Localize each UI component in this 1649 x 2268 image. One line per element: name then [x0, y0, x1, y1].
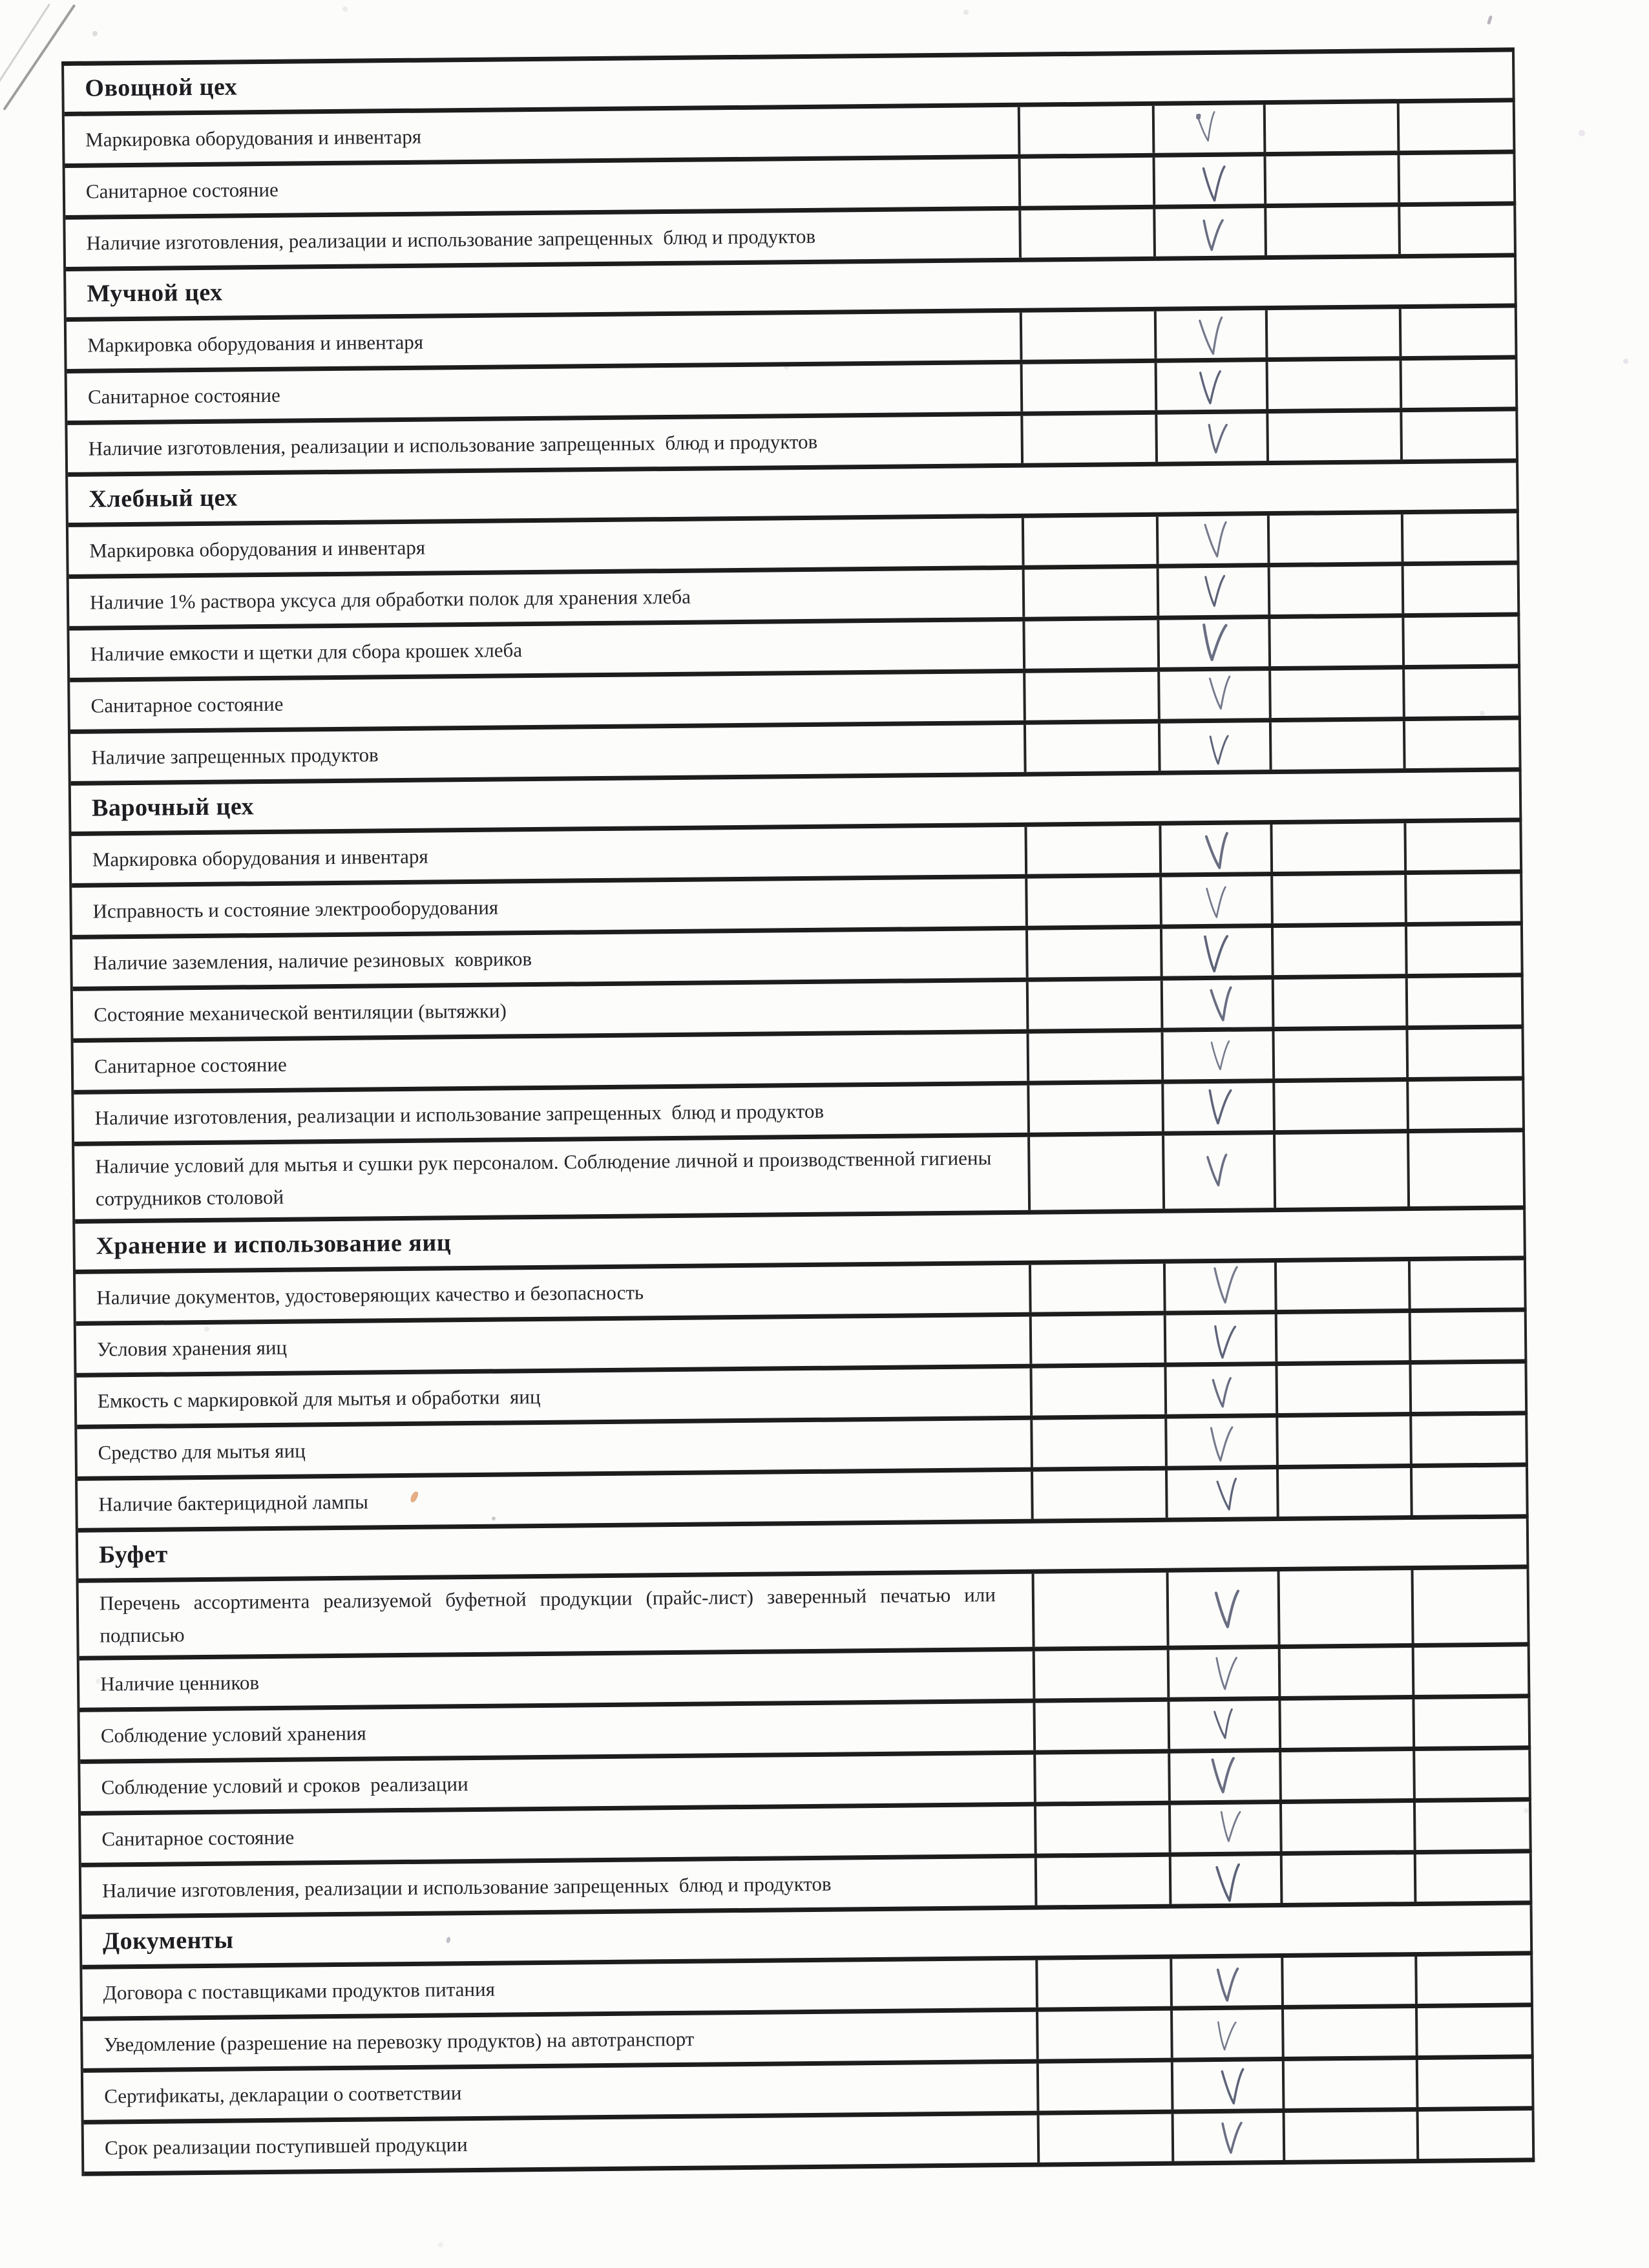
- item-label-cell: [74, 1034, 1027, 1090]
- section-title: Хранение и использование яиц: [96, 1229, 452, 1260]
- item-label-cell: [80, 1703, 1034, 1759]
- check-cell: [1157, 671, 1269, 719]
- empty-cell: [1270, 823, 1404, 872]
- empty-cell: [1033, 1650, 1168, 1699]
- empty-cell: [1026, 981, 1161, 1029]
- item-label-cell: [76, 1265, 1029, 1321]
- check-cell: [1169, 1856, 1281, 1904]
- empty-cell: [1263, 155, 1398, 204]
- empty-cell: [1410, 1467, 1529, 1515]
- checkmark-icon: [1199, 517, 1230, 562]
- item-label-cell: [78, 1472, 1031, 1528]
- item-label-cell: [68, 518, 1022, 574]
- check-cell: [1159, 876, 1271, 925]
- checkmark-icon: [1205, 982, 1235, 1025]
- check-cell: [1164, 1314, 1276, 1363]
- empty-cell: [1265, 309, 1400, 357]
- check-cell: [1171, 2061, 1283, 2110]
- item-label: Сертификаты, декларации о соответствии: [104, 2081, 462, 2108]
- empty-cell: [1416, 2110, 1535, 2159]
- item-label: Наличие емкости и щетки для сбора крошек хлеба: [90, 638, 523, 666]
- empty-cell: [1266, 361, 1400, 409]
- check-cell: [1161, 1083, 1273, 1131]
- item-label: Наличие изготовления, реализации и использование запрещенных блюд и продуктов: [88, 430, 818, 460]
- check-cell: [1153, 156, 1265, 205]
- empty-cell: [1271, 927, 1405, 975]
- empty-cell: [1022, 517, 1157, 565]
- item-label: Маркировка оборудования и инвентаря: [92, 845, 428, 871]
- item-label-cell: [74, 1086, 1027, 1142]
- checkmark-icon: [1197, 161, 1226, 205]
- item-label-cell: [70, 673, 1024, 730]
- empty-cell: [1406, 1080, 1525, 1129]
- item-label: Соблюдение условий хранения: [100, 1721, 366, 1747]
- item-label-cell: [82, 1960, 1036, 2017]
- empty-cell: [1032, 1573, 1167, 1647]
- empty-cell: [1035, 1959, 1170, 2008]
- item-label: Маркировка оборудования и инвентаря: [89, 536, 426, 562]
- empty-cell: [1405, 977, 1524, 1025]
- empty-cell: [1277, 1570, 1412, 1644]
- item-label: Исправность и состояние электрооборудования: [92, 896, 499, 923]
- item-label-cell: [83, 2012, 1036, 2068]
- empty-cell: [1263, 103, 1398, 152]
- checkmark-icon: [1205, 731, 1229, 768]
- empty-cell: [1407, 1132, 1526, 1206]
- item-label: Соблюдение условий и сроков реализации: [101, 1772, 468, 1799]
- item-label-cell: [72, 827, 1025, 883]
- checkmark-icon: [1202, 1084, 1232, 1128]
- checkmark-icon: [1204, 1421, 1234, 1465]
- item-label: Санитарное состояние: [90, 692, 284, 717]
- empty-cell: [1270, 875, 1405, 923]
- empty-cell: [1402, 565, 1520, 613]
- check-cell: [1160, 928, 1272, 976]
- empty-cell: [1403, 822, 1522, 870]
- item-label-cell: [79, 1652, 1033, 1708]
- empty-cell: [1402, 668, 1521, 717]
- empty-cell: [1413, 1801, 1532, 1850]
- empty-cell: [1413, 1750, 1531, 1798]
- item-label: Санитарное состояние: [101, 1825, 295, 1851]
- item-label: Наличие заземления, наличие резиновых ковриков: [93, 947, 532, 974]
- checkmark-icon: [1207, 1036, 1231, 1073]
- empty-cell: [1281, 1957, 1415, 2005]
- empty-cell: [1405, 1029, 1524, 1077]
- empty-cell: [1414, 1955, 1533, 2004]
- checkmark-icon: [1207, 1319, 1237, 1362]
- orange-ink-speck: [410, 1490, 419, 1503]
- check-cell: [1164, 1366, 1276, 1414]
- item-label: Маркировка оборудования и инвентаря: [87, 330, 424, 357]
- checkmark-icon: [1210, 1705, 1235, 1742]
- check-cell: [1170, 1958, 1281, 2006]
- item-label: Санитарное состояние: [85, 178, 278, 203]
- empty-cell: [1034, 1805, 1169, 1854]
- empty-cell: [1415, 2007, 1534, 2055]
- empty-cell: [1272, 1082, 1407, 1130]
- check-cell: [1170, 2010, 1282, 2058]
- empty-cell: [1276, 1416, 1410, 1465]
- empty-cell: [1266, 412, 1400, 461]
- table-row: [74, 1132, 1526, 1224]
- section-title: Варочный цех: [91, 793, 255, 822]
- empty-cell: [1273, 1133, 1407, 1208]
- empty-cell: [1020, 415, 1155, 463]
- empty-cell: [1036, 2063, 1171, 2111]
- empty-cell: [1279, 1803, 1414, 1851]
- section-title: Хлебный цех: [89, 484, 238, 513]
- empty-cell: [1281, 2008, 1416, 2057]
- empty-cell: [1404, 874, 1523, 922]
- empty-cell: [1274, 1261, 1409, 1310]
- item-label: Наличие условий для мытья и сушки рук персоналом. Соблюдение личной и производственной гигиены сотрудников столовой: [95, 1146, 997, 1210]
- empty-cell: [1035, 1857, 1170, 1906]
- checkmark-icon: [1211, 2016, 1237, 2053]
- checkmark-icon: [1210, 1585, 1240, 1632]
- item-label: Маркировка оборудования и инвентаря: [85, 125, 422, 151]
- check-cell: [1163, 1263, 1275, 1311]
- check-cell: [1161, 1031, 1273, 1080]
- empty-cell: [1018, 106, 1153, 154]
- check-cell: [1155, 362, 1266, 410]
- check-cell: [1156, 516, 1268, 564]
- checkmark-icon: [1197, 929, 1229, 976]
- empty-cell: [1408, 1260, 1527, 1308]
- section-title: Мучной цех: [87, 278, 223, 308]
- empty-cell: [1029, 1316, 1164, 1364]
- empty-cell: [1409, 1312, 1528, 1360]
- checkmark-icon: [1212, 1964, 1239, 2005]
- check-cell: [1165, 1469, 1277, 1518]
- item-label: Условия хранения яиц: [96, 1336, 288, 1361]
- item-label-cell: [65, 159, 1019, 215]
- item-label: Средство для мытья яиц: [98, 1438, 306, 1464]
- empty-cell: [1278, 1699, 1413, 1748]
- ink-speck: [1487, 16, 1493, 25]
- checkmark-icon: [1207, 1753, 1235, 1796]
- empty-cell: [1275, 1313, 1409, 1361]
- item-label: Наличие документов, удостоверяющих качество и безопасность: [96, 1280, 644, 1309]
- item-label-cell: [83, 2064, 1037, 2120]
- empty-cell: [1279, 1751, 1413, 1800]
- empty-cell: [1398, 205, 1517, 254]
- empty-cell: [1037, 2114, 1172, 2163]
- check-cell: [1164, 1418, 1276, 1466]
- empty-cell: [1412, 1646, 1531, 1695]
- item-label-cell: [65, 107, 1018, 163]
- empty-cell: [1027, 1136, 1162, 1210]
- item-label: Наличие 1% раствора уксуса для обработки полок для хранения хлеба: [89, 585, 691, 614]
- item-label-cell: [84, 2116, 1038, 2172]
- item-label-cell: [73, 982, 1027, 1038]
- item-label: Перечень ассортимента реализуемой буфетной продукции (прайс-лист) заверенный печатью или подписью: [99, 1583, 1001, 1647]
- empty-cell: [1033, 1702, 1168, 1750]
- item-label: Наличие изготовления, реализации и использование запрещенных блюд и продуктов: [86, 224, 816, 255]
- empty-cell: [1278, 1648, 1413, 1696]
- checkmark-icon: [1202, 882, 1228, 921]
- checkmark-icon: [1193, 311, 1226, 359]
- checkmark-icon: [1208, 1261, 1238, 1307]
- check-cell: [1162, 1135, 1274, 1209]
- check-cell: [1171, 2113, 1283, 2161]
- item-label-cell: [76, 1317, 1030, 1373]
- empty-cell: [1411, 1569, 1530, 1643]
- checkmark-icon: [1214, 1805, 1241, 1845]
- item-label: Состояние механической вентиляции (вытяжки): [93, 998, 507, 1026]
- check-cell: [1153, 208, 1265, 257]
- empty-cell: [1029, 1367, 1164, 1416]
- empty-cell: [1024, 826, 1159, 874]
- empty-cell: [1268, 566, 1402, 614]
- check-cell: [1157, 619, 1268, 667]
- item-label: Договора с поставщиками продуктов питания: [103, 1977, 496, 2004]
- empty-cell: [1409, 1415, 1528, 1464]
- item-label: Наличие бактерицидной лампы: [98, 1490, 368, 1516]
- empty-cell: [1400, 411, 1518, 459]
- empty-cell: [1025, 877, 1160, 926]
- item-label: Срок реализации поступившей продукции: [104, 2132, 468, 2159]
- checkmark-icon: [1217, 2117, 1243, 2156]
- empty-cell: [1018, 209, 1153, 258]
- empty-cell: [1030, 1419, 1165, 1467]
- empty-cell: [1402, 616, 1520, 665]
- empty-cell: [1275, 1365, 1409, 1413]
- section-title: Документы: [82, 1905, 1531, 1965]
- item-label-cell: [72, 930, 1026, 987]
- item-label-cell: [72, 879, 1025, 935]
- checkmark-icon: [1212, 1474, 1240, 1515]
- item-label: Наличие запрещенных продуктов: [91, 742, 379, 769]
- section-title: Буфет: [98, 1540, 168, 1569]
- item-label-cell: [77, 1369, 1031, 1425]
- empty-cell: [1397, 154, 1516, 202]
- item-label-cell: [81, 1858, 1035, 1915]
- empty-cell: [1269, 721, 1403, 770]
- item-label: Наличие ценников: [100, 1670, 260, 1696]
- item-label-cell: [65, 211, 1019, 267]
- item-label: Наличие изготовления, реализации и использование запрещенных блюд и продуктов: [102, 1872, 832, 1902]
- item-label: Наличие изготовления, реализации и использование запрещенных блюд и продуктов: [94, 1099, 824, 1129]
- empty-cell: [1414, 1853, 1533, 1902]
- scan-noise: [0, 0, 3, 3]
- empty-cell: [1031, 1471, 1166, 1519]
- empty-cell: [1267, 514, 1402, 563]
- item-label-cell: [69, 622, 1023, 678]
- empty-cell: [1033, 1754, 1168, 1802]
- checkmark-icon: [1195, 366, 1221, 408]
- empty-cell: [1282, 2060, 1416, 2108]
- item-label-cell: [67, 364, 1021, 421]
- check-cell: [1152, 105, 1264, 153]
- check-cell: [1166, 1571, 1278, 1646]
- checkmark-icon: [1210, 1859, 1243, 1906]
- empty-cell: [1283, 2112, 1417, 2160]
- empty-cell: [1272, 1030, 1406, 1078]
- empty-cell: [1412, 1698, 1531, 1747]
- empty-cell: [1399, 308, 1518, 356]
- empty-cell: [1027, 1033, 1162, 1081]
- checkmark-icon: [1210, 1652, 1237, 1694]
- empty-cell: [1416, 2059, 1535, 2107]
- empty-cell: [1018, 158, 1153, 206]
- item-label-cell: [67, 313, 1020, 369]
- item-label-cell: [67, 416, 1021, 472]
- check-cell: [1168, 1752, 1279, 1801]
- section-title: Овощной цех: [85, 73, 238, 102]
- check-cell: [1158, 722, 1270, 771]
- empty-cell: [1036, 2011, 1171, 2059]
- checkmark-icon: [1197, 215, 1224, 254]
- empty-cell: [1405, 925, 1524, 974]
- empty-cell: [1397, 102, 1516, 151]
- checkmark-icon: [1195, 617, 1228, 665]
- item-label-cell: [79, 1574, 1033, 1656]
- item-label: Емкость с маркировкой для мытья и обработки яиц: [97, 1385, 541, 1412]
- empty-cell: [1401, 513, 1520, 562]
- empty-cell: [1024, 724, 1159, 772]
- checkmark-icon: [1203, 1150, 1230, 1190]
- check-cell: [1168, 1804, 1280, 1853]
- ink-speck: [446, 1937, 451, 1944]
- checkmark-icon: [1216, 2064, 1246, 2108]
- empty-cell: [1409, 1363, 1528, 1412]
- check-cell: [1155, 414, 1266, 462]
- check-cell: [1161, 980, 1272, 1028]
- empty-cell: [1025, 929, 1161, 978]
- empty-cell: [1276, 1468, 1411, 1517]
- item-label-cell: [69, 570, 1023, 626]
- scan-crease-line-light: [0, 3, 50, 87]
- empty-cell: [1272, 978, 1406, 1027]
- empty-cell: [1268, 669, 1403, 718]
- checkmark-icon: [1192, 107, 1218, 145]
- check-cell: [1154, 310, 1266, 359]
- item-label-cell: [80, 1755, 1034, 1811]
- checkmark-icon: [1208, 1374, 1233, 1411]
- checkmark-icon: [1203, 419, 1228, 456]
- check-cell: [1159, 824, 1270, 873]
- item-label-cell: [77, 1420, 1031, 1476]
- item-label-cell: [74, 1137, 1028, 1219]
- check-cell: [1167, 1649, 1279, 1697]
- empty-cell: [1023, 672, 1158, 720]
- checkmark-icon: [1204, 671, 1233, 713]
- check-cell: [1167, 1701, 1279, 1749]
- empty-cell: [1400, 359, 1518, 408]
- item-label: Уведомление (разрешение на перевозку продуктов) на автотранспорт: [103, 2027, 695, 2056]
- checkmark-icon: [1201, 571, 1226, 610]
- empty-cell: [1022, 569, 1157, 617]
- empty-cell: [1027, 1084, 1162, 1133]
- check-cell: [1157, 567, 1268, 616]
- empty-cell: [1280, 1854, 1414, 1903]
- checklist-table: [61, 47, 1535, 2176]
- item-label: Санитарное состояние: [87, 383, 280, 408]
- empty-cell: [1029, 1264, 1164, 1312]
- empty-cell: [1264, 207, 1398, 255]
- item-label-cell: [81, 1807, 1035, 1863]
- empty-cell: [1403, 720, 1522, 768]
- empty-cell: [1022, 620, 1157, 669]
- table-row: [79, 1569, 1530, 1661]
- empty-cell: [1020, 311, 1155, 360]
- empty-cell: [1268, 618, 1402, 666]
- empty-cell: [1020, 363, 1155, 412]
- checkmark-icon: [1200, 828, 1232, 874]
- item-label-cell: [70, 725, 1024, 781]
- item-label: Санитарное состояние: [94, 1053, 287, 1078]
